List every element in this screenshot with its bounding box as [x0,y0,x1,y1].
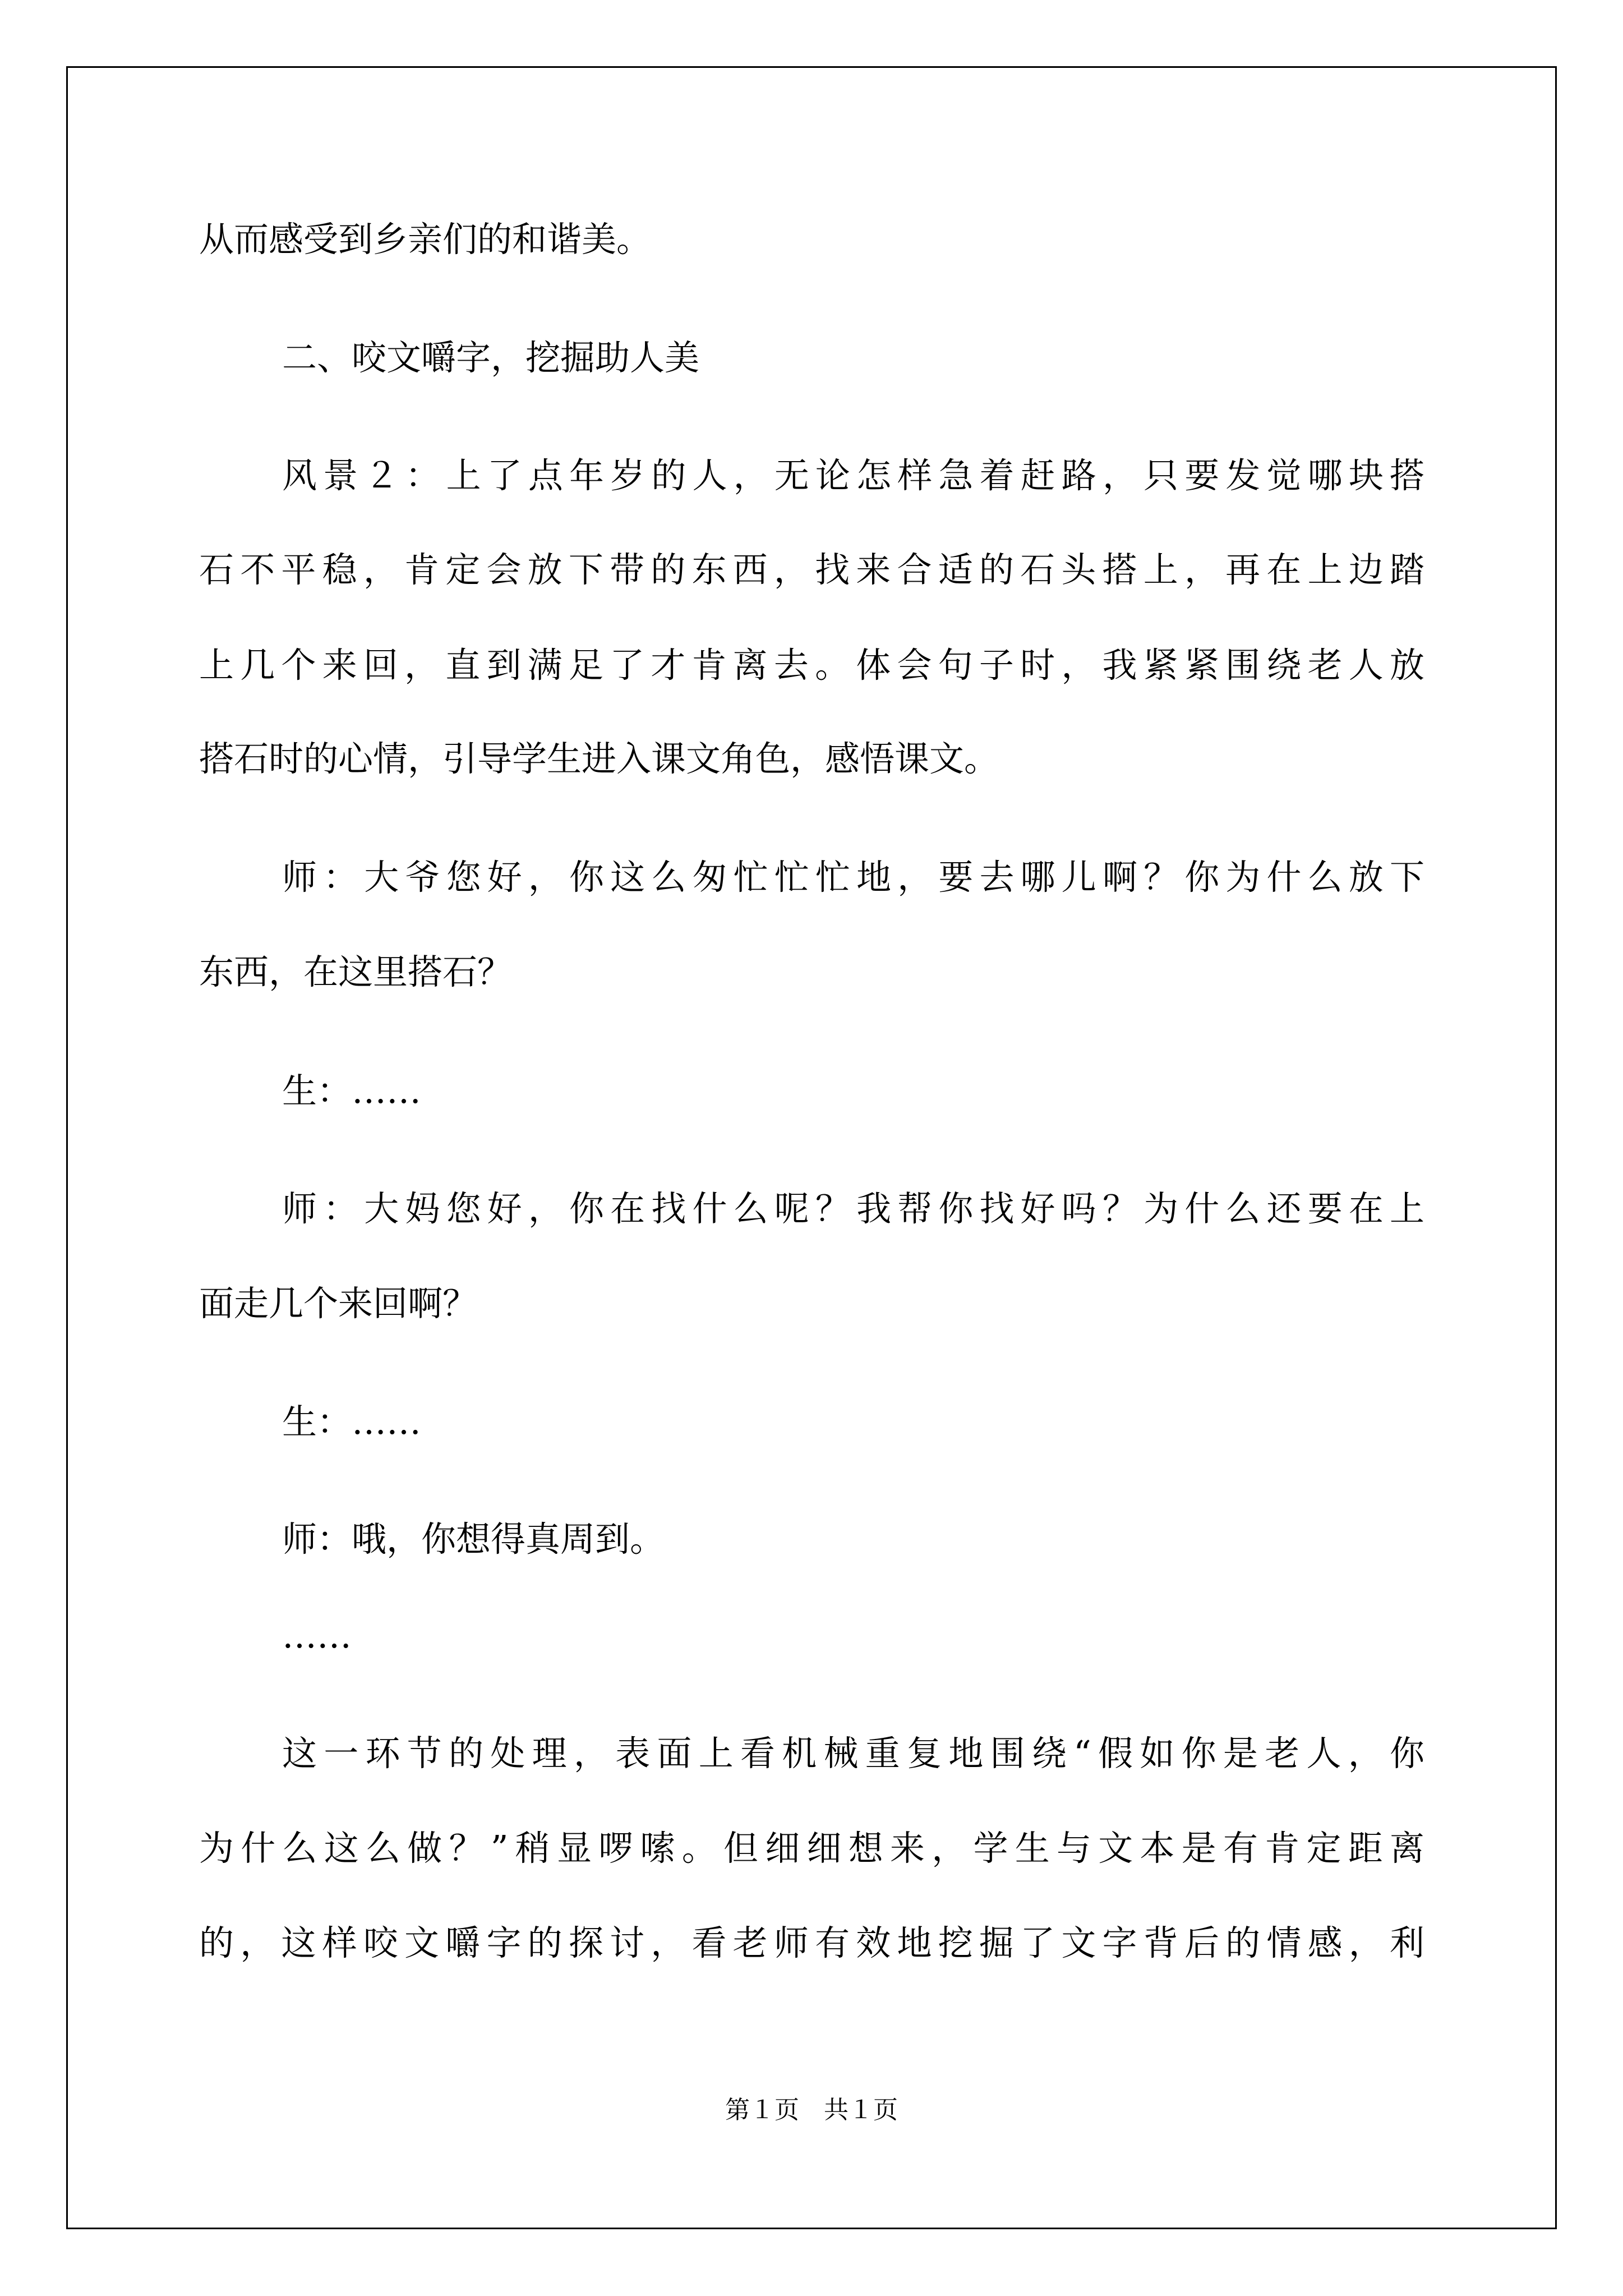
dialogue-line: 师：大爷您好，你这么匆忙忙忙地，要去哪儿啊？你为什么放下 [282,857,1424,898]
dialogue-line: 师：哦，你想得真周到。 [282,1519,665,1559]
text-line: 从而感受到乡亲们的和谐美。 [199,219,652,260]
dialogue-line: 生：…… [282,1070,422,1111]
ellipsis-line: …… [282,1615,352,1656]
text-line: 风景２：上了点年岁的人，无论怎样急着赶路，只要发觉哪块搭 [282,455,1424,496]
text-line: 为什么这么做？”稍显啰嗦。但细细想来，学生与文本是有肯定距离 [199,1828,1424,1869]
text-line: 搭石时的心情，引导学生进入课文角色，感悟课文。 [199,738,999,779]
text-line: 石不平稳，肯定会放下带的东西，找来合适的石头搭上，再在上边踏 [199,549,1424,590]
dialogue-line: 面走几个来回啊？ [199,1283,478,1324]
dialogue-line: 师：大妈您好，你在找什么呢？我帮你找好吗？为什么还要在上 [282,1188,1424,1229]
dialogue-line: 东西，在这里搭石？ [199,951,513,992]
page-footer: 第１页 共１页 [725,2096,898,2124]
page-border [66,66,1557,2229]
text-line: 上几个来回，直到满足了才肯离去。体会句子时，我紧紧围绕老人放 [199,645,1424,685]
text-line: 的，这样咬文嚼字的探讨，看老师有效地挖掘了文字背后的情感，利 [199,1922,1424,1963]
text-line: 这一环节的处理，表面上看机械重复地围绕“假如你是老人，你 [282,1733,1424,1774]
dialogue-line: 生：…… [282,1401,422,1442]
section-heading: 二、咬文嚼字，挖掘助人美 [282,337,700,378]
